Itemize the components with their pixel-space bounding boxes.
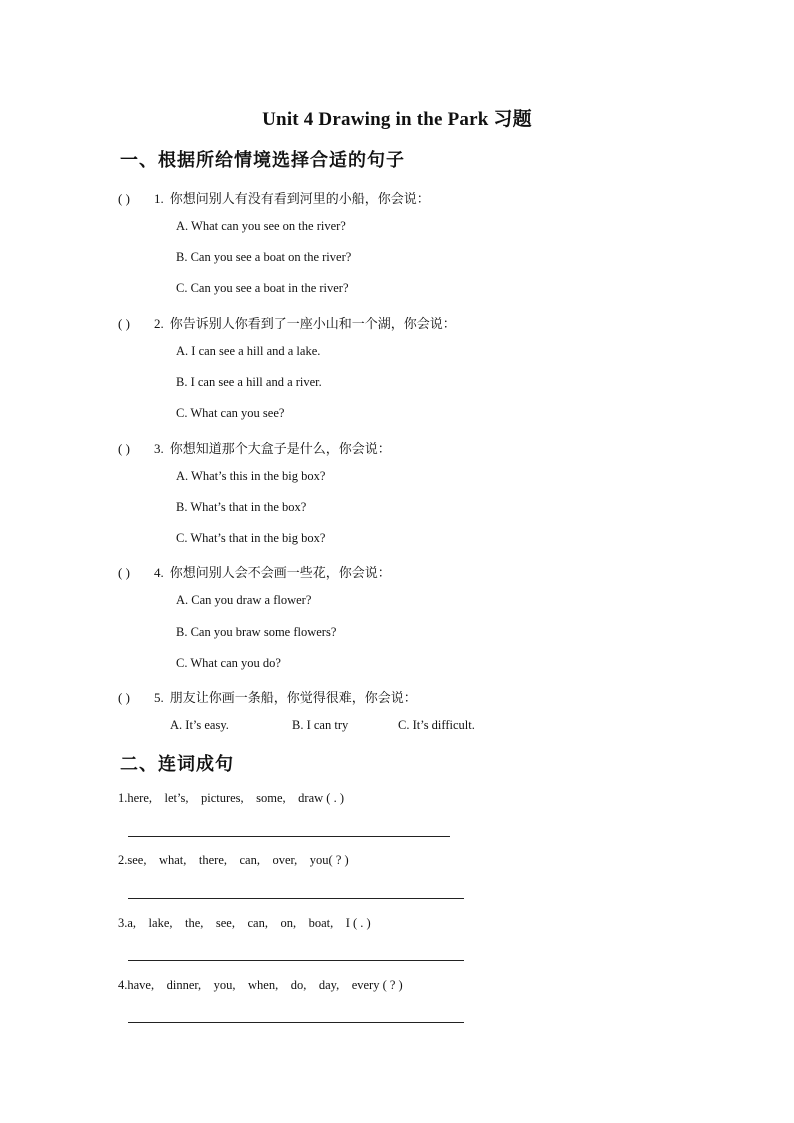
question-number: 1. xyxy=(154,191,164,206)
option-a: A. What’s this in the big box? xyxy=(176,469,326,483)
question-number: 2. xyxy=(154,316,164,331)
option-b: B. I can try xyxy=(292,718,349,732)
question-1 xyxy=(118,188,430,207)
question-3 xyxy=(118,438,391,457)
question-5 xyxy=(118,687,417,706)
option-c: C. Can you see a boat in the river? xyxy=(176,281,349,295)
page-title: Unit 4 Drawing in the Park 习题 xyxy=(262,109,532,130)
word-order-item-3: 3.a, lake, the, see, can, on, boat, I ( . ) xyxy=(118,916,371,930)
answer-blank[interactable]: ( ) xyxy=(118,316,130,331)
option-b: B. What’s that in the box? xyxy=(176,500,307,514)
question-2 xyxy=(118,313,456,332)
option-b: B. Can you braw some flowers? xyxy=(176,625,337,639)
question-stem: 朋友让你画一条船，你觉得很难，你会说： xyxy=(169,691,417,706)
answer-line-4[interactable] xyxy=(128,1022,464,1023)
question-number: 3. xyxy=(154,441,164,456)
section-1-heading: 一、根据所给情境选择合适的句子 xyxy=(120,150,405,171)
option-a: A. What can you see on the river? xyxy=(176,219,346,233)
word-order-item-2: 2.see, what, there, can, over, you( ? ) xyxy=(118,853,349,867)
option-a: A. Can you draw a flower? xyxy=(176,593,312,607)
answer-line-3[interactable] xyxy=(128,960,464,961)
answer-blank[interactable]: ( ) xyxy=(118,565,130,580)
option-a: A. It’s easy. xyxy=(170,718,229,732)
question-number: 4. xyxy=(154,565,164,580)
question-number: 5. xyxy=(154,690,164,705)
word-order-item-4: 4.have, dinner, you, when, do, day, every ( ? ) xyxy=(118,978,403,992)
question-stem: 你想知道那个大盒子是什么，你会说： xyxy=(169,442,391,457)
option-a: A. I can see a hill and a lake. xyxy=(176,344,321,358)
option-b: B. Can you see a boat on the river? xyxy=(176,250,352,264)
option-c: C. It’s difficult. xyxy=(398,718,475,732)
word-order-item-1: 1.here, let’s, pictures, some, draw ( . ) xyxy=(118,791,344,805)
answer-blank[interactable]: ( ) xyxy=(118,441,130,456)
option-c: C. What can you do? xyxy=(176,656,281,670)
answer-blank[interactable]: ( ) xyxy=(118,191,130,206)
question-4 xyxy=(118,562,391,581)
question-stem: 你告诉别人你看到了一座小山和一个湖，你会说： xyxy=(169,317,456,332)
option-b: B. I can see a hill and a river. xyxy=(176,375,322,389)
option-c: C. What can you see? xyxy=(176,406,285,420)
answer-blank[interactable]: ( ) xyxy=(118,690,130,705)
answer-line-2[interactable] xyxy=(128,898,464,899)
question-stem: 你想问别人有没有看到河里的小船，你会说： xyxy=(169,192,430,207)
question-stem: 你想问别人会不会画一些花，你会说： xyxy=(169,566,391,581)
option-c: C. What’s that in the big box? xyxy=(176,531,326,545)
answer-line-1[interactable] xyxy=(128,836,450,837)
section-2-heading: 二、连词成句 xyxy=(120,754,234,775)
